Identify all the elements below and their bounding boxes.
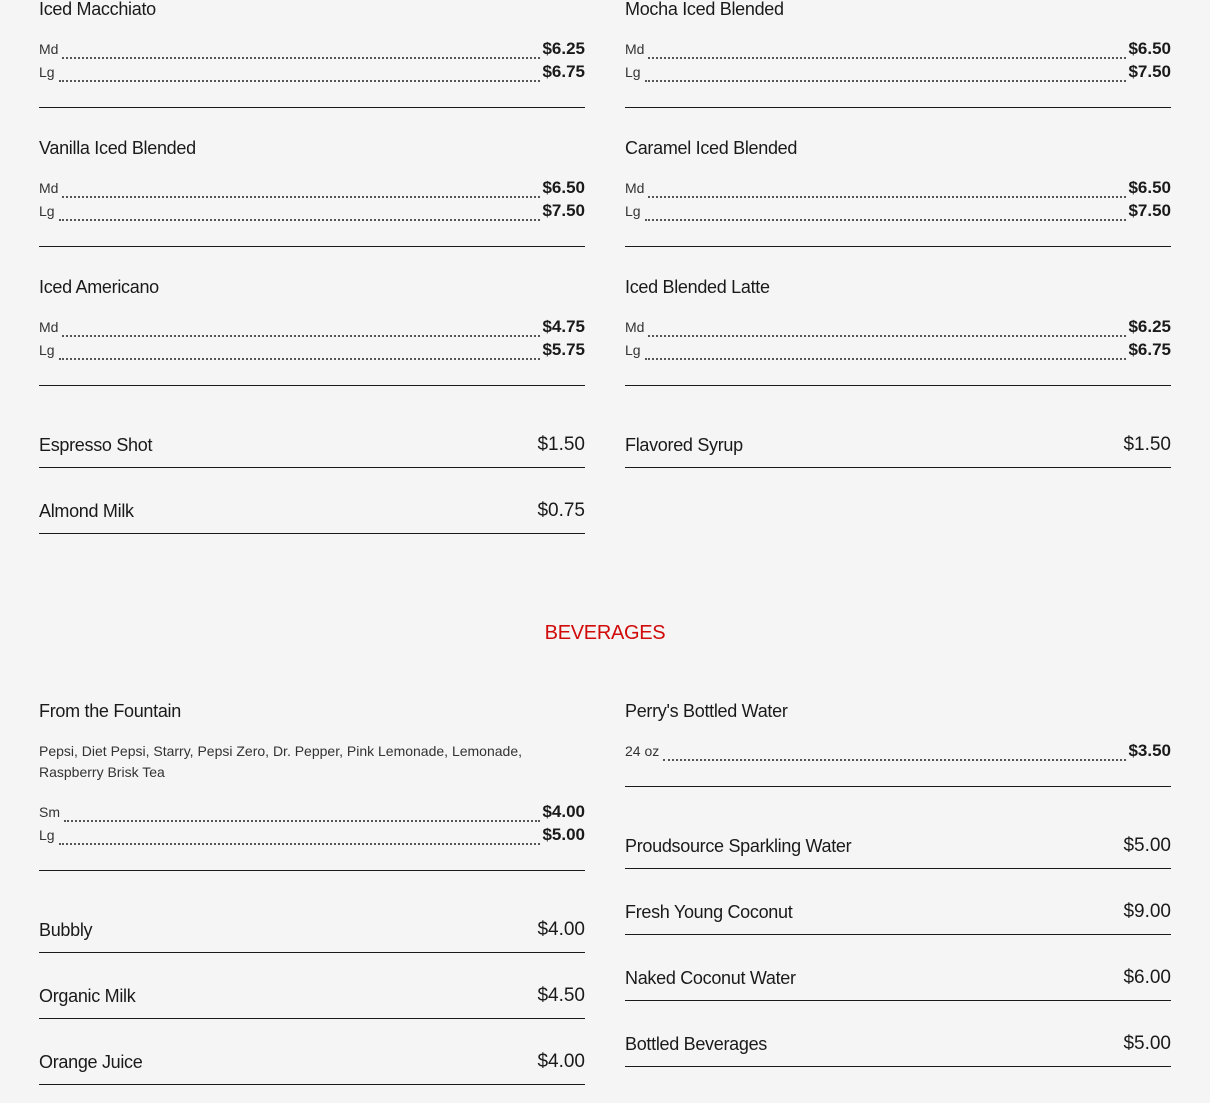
- size-label: Lg: [39, 342, 55, 358]
- menu-item: [625, 276, 1171, 386]
- size-price: $4.00: [542, 802, 585, 821]
- size-label: Lg: [625, 64, 641, 80]
- size-label: Md: [625, 319, 645, 335]
- size-price-row: [39, 62, 585, 85]
- menu-item: [39, 700, 585, 871]
- size-label: Md: [39, 41, 59, 57]
- menu-item: [625, 882, 1171, 935]
- size-price: $6.75: [542, 62, 585, 81]
- menu-item: [625, 1014, 1171, 1067]
- menu-item-name: Proudsource Sparkling Water: [625, 836, 852, 856]
- menu-item: [625, 948, 1171, 1001]
- size-price-row: [625, 178, 1171, 201]
- size-price-row: [39, 178, 585, 201]
- menu-item: [39, 900, 585, 953]
- size-price-row: [39, 802, 585, 825]
- size-price: $6.50: [1128, 178, 1171, 197]
- menu-item-price: $1.50: [537, 434, 585, 455]
- size-label: Lg: [39, 64, 55, 80]
- size-price-list: [625, 317, 1171, 363]
- menu-item-name: Flavored Syrup: [625, 435, 743, 455]
- menu-item: [39, 276, 585, 386]
- size-price-row: [39, 317, 585, 340]
- size-label: Md: [39, 180, 59, 196]
- menu-item-name: Bottled Beverages: [625, 1034, 767, 1054]
- dot-leader: [62, 325, 540, 337]
- dot-leader: [648, 47, 1126, 59]
- size-price: $6.25: [1128, 317, 1171, 336]
- size-price: $7.50: [1128, 201, 1171, 220]
- menu-item-name: Orange Juice: [39, 1052, 143, 1072]
- size-price: $7.50: [1128, 62, 1171, 81]
- menu-item: [39, 1032, 585, 1085]
- menu-item-name: Caramel Iced Blended: [625, 138, 798, 158]
- size-price-row: [625, 741, 1171, 764]
- size-label: Md: [625, 180, 645, 196]
- menu-item-name: Iced Macchiato: [39, 0, 156, 19]
- size-price-list: [39, 802, 585, 848]
- menu-item-name: Mocha Iced Blended: [625, 0, 784, 19]
- dot-leader: [62, 186, 540, 198]
- menu-item-price: $6.00: [1123, 967, 1171, 988]
- menu-item-description: Pepsi, Diet Pepsi, Starry, Pepsi Zero, Dr. Pepper, Pink Lemonade, Lemonade, Raspberry Brisk Tea: [39, 743, 522, 780]
- size-price: $7.50: [542, 201, 585, 220]
- menu-item-price: $5.00: [1123, 835, 1171, 856]
- size-price-list: [625, 39, 1171, 85]
- size-price: $4.75: [542, 317, 585, 336]
- menu-item-price: $4.50: [537, 985, 585, 1006]
- size-price: $5.00: [542, 825, 585, 844]
- size-price-row: [625, 62, 1171, 85]
- menu-item-name: Perry's Bottled Water: [625, 701, 788, 721]
- coffee-right-column: [625, 0, 1171, 481]
- menu-item-price: $0.75: [537, 500, 585, 521]
- size-label: Md: [39, 319, 59, 335]
- menu-item: [625, 700, 1171, 787]
- menu-item-price: $9.00: [1123, 901, 1171, 922]
- size-price-row: [625, 317, 1171, 340]
- beverages-right-column: [625, 700, 1171, 1080]
- size-price-row: [39, 39, 585, 62]
- size-price: $6.75: [1128, 340, 1171, 359]
- dot-leader: [648, 325, 1126, 337]
- size-price-list: [39, 317, 585, 363]
- menu-item: [39, 481, 585, 534]
- size-price-row: [39, 201, 585, 224]
- size-label: Md: [625, 41, 645, 57]
- dot-leader: [59, 348, 541, 360]
- menu-item-price: $4.00: [537, 919, 585, 940]
- menu-item-price: $4.00: [537, 1051, 585, 1072]
- menu-item-name: Almond Milk: [39, 501, 134, 521]
- menu-item: [39, 137, 585, 247]
- dot-leader: [645, 348, 1127, 360]
- size-price-list: [39, 39, 585, 85]
- dot-leader: [59, 209, 541, 221]
- size-price: $6.50: [542, 178, 585, 197]
- size-price: $6.50: [1128, 39, 1171, 58]
- size-price-row: [625, 340, 1171, 363]
- menu-item-name: Vanilla Iced Blended: [39, 138, 196, 158]
- size-price: $5.75: [542, 340, 585, 359]
- menu-item-price: $5.00: [1123, 1033, 1171, 1054]
- menu-item-name: Iced Americano: [39, 277, 159, 297]
- dot-leader: [64, 810, 540, 822]
- size-price-row: [39, 825, 585, 848]
- dot-leader: [59, 833, 541, 845]
- menu-item-name: Iced Blended Latte: [625, 277, 770, 297]
- size-label: Lg: [625, 342, 641, 358]
- menu-item-name: Espresso Shot: [39, 435, 153, 455]
- size-price-list: [625, 741, 1171, 764]
- menu-item: [625, 137, 1171, 247]
- beverages-heading: BEVERAGES: [544, 622, 666, 644]
- size-price: $3.50: [1128, 741, 1171, 760]
- size-price-row: [39, 340, 585, 363]
- menu-item-name: Naked Coconut Water: [625, 968, 796, 988]
- menu-item-name: Fresh Young Coconut: [625, 902, 793, 922]
- size-price: $6.25: [542, 39, 585, 58]
- beverages-left-column: [39, 700, 585, 1098]
- dot-leader: [648, 186, 1126, 198]
- size-label: Lg: [39, 203, 55, 219]
- dot-leader: [62, 47, 540, 59]
- dot-leader: [59, 70, 541, 82]
- menu-item: [39, 0, 585, 108]
- coffee-left-column: [39, 0, 585, 547]
- dot-leader: [645, 70, 1127, 82]
- menu-item: [625, 0, 1171, 108]
- size-label: Lg: [39, 827, 55, 843]
- size-price-row: [625, 39, 1171, 62]
- menu-item: [39, 415, 585, 468]
- size-label: Lg: [625, 203, 641, 219]
- dot-leader: [663, 749, 1126, 761]
- menu-item: [39, 966, 585, 1019]
- menu-item: [625, 816, 1171, 869]
- size-label: Sm: [39, 804, 60, 820]
- menu-item-name: From the Fountain: [39, 701, 181, 721]
- dot-leader: [645, 209, 1127, 221]
- menu-item-name: Organic Milk: [39, 986, 136, 1006]
- size-price-row: [625, 201, 1171, 224]
- menu-item-price: $1.50: [1123, 434, 1171, 455]
- size-price-list: [625, 178, 1171, 224]
- size-label: 24 oz: [625, 743, 660, 759]
- menu-item-name: Bubbly: [39, 920, 93, 940]
- menu-item: [625, 415, 1171, 468]
- size-price-list: [39, 178, 585, 224]
